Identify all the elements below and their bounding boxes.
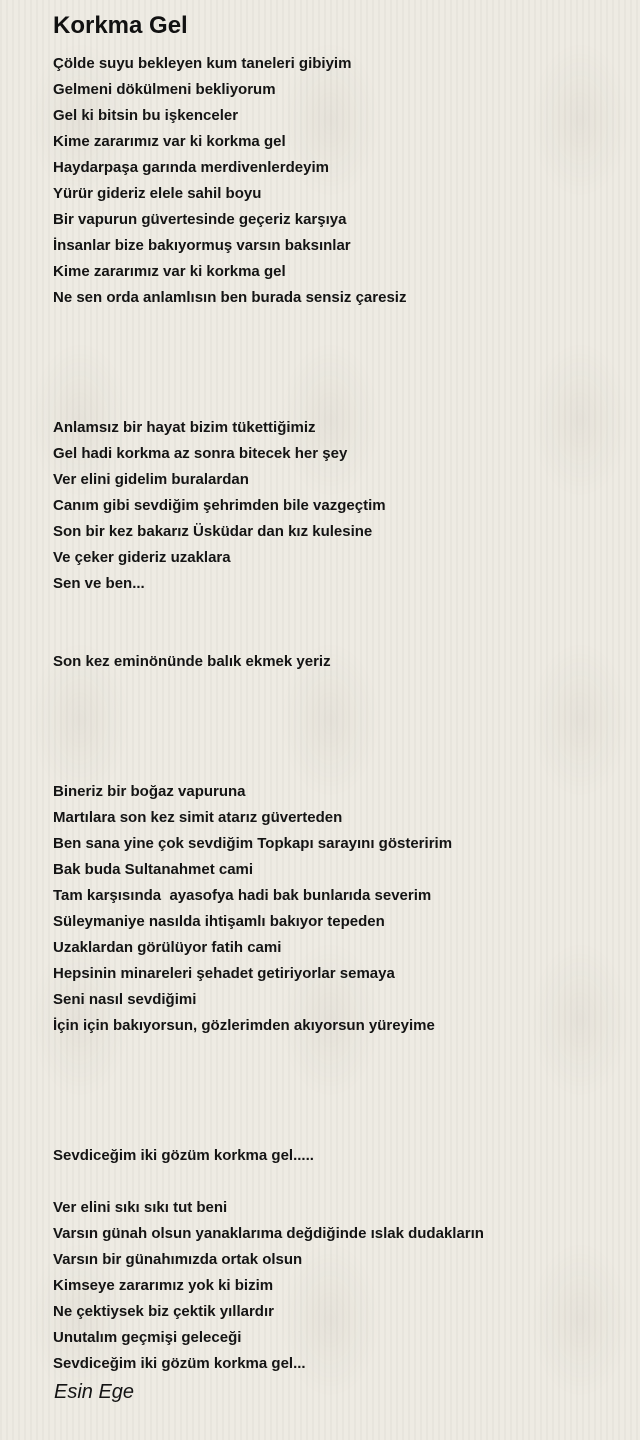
poem-line: Ben sana yine çok sevdiğim Topkapı sarayını gösteririm <box>53 835 453 852</box>
poem-blank-line <box>53 753 613 779</box>
poem-line: Son kez eminönünde balık ekmek yeriz <box>53 653 331 670</box>
poem-blank-line <box>53 675 613 701</box>
poem-line: Gelmeni dökülmeni bekliyorum <box>53 81 276 98</box>
poem-blank-line <box>53 1091 613 1117</box>
poem-blank-line <box>53 389 613 415</box>
poem-line: Unutalım geçmişi geleceği <box>53 1329 242 1346</box>
poem-line: Uzaklardan görülüyor fatih cami <box>53 939 282 956</box>
poem-line: Tam karşısında ayasofya hadi bak bunlarıda severim <box>53 887 432 904</box>
poem-line: Süleymaniye nasılda ihtişamlı bakıyor tepeden <box>53 913 385 930</box>
poem-author: Esin Ege <box>54 1381 135 1403</box>
poem-line: Ver elini gidelim buralardan <box>53 471 249 488</box>
poem-line: Hepsinin minareleri şehadet getiriyorlar semaya <box>53 965 395 982</box>
poem-title: Korkma Gel <box>53 12 188 39</box>
poem-line: Martılara son kez simit atarız güverteden <box>53 809 343 826</box>
poem-line: Yürür gideriz elele sahil boyu <box>53 185 262 202</box>
poem-line: Canım gibi sevdiğim şehrimden bile vazgeçtim <box>53 497 386 514</box>
poem-line: Haydarpaşa garında merdivenlerdeyim <box>53 159 329 176</box>
poem-line: Gel ki bitsin bu işkenceler <box>53 107 239 124</box>
poem-blank-line <box>53 1065 613 1091</box>
poem-blank-line <box>53 1039 613 1065</box>
poem-blank-line <box>53 597 613 623</box>
poem-line: Ne çektiysek biz çektik yıllardır <box>53 1303 274 1320</box>
poem-line: Varsın günah olsun yanaklarıma değdiğinde ıslak dudakların <box>53 1225 484 1242</box>
poem-body <box>53 51 613 1377</box>
poem-line: Seni nasıl sevdiğimi <box>53 991 197 1008</box>
poem-blank-line <box>53 623 613 649</box>
poem-line: Sevdiceğim iki gözüm korkma gel..... <box>53 1147 314 1164</box>
poem-blank-line <box>53 727 613 753</box>
poem-line: Gel hadi korkma az sonra bitecek her şey <box>53 445 348 462</box>
poem-line: Kime zararımız var ki korkma gel <box>53 263 286 280</box>
poem-line: Varsın bir günahımızda ortak olsun <box>53 1251 303 1268</box>
poem-line: Kime zararımız var ki korkma gel <box>53 133 286 150</box>
poem-line: Bir vapurun güvertesinde geçeriz karşıya <box>53 211 347 228</box>
poem-blank-line <box>53 337 613 363</box>
poem-line: Ve çeker gideriz uzaklara <box>53 549 231 566</box>
poem-blank-line <box>53 311 613 337</box>
poem-line: Bak buda Sultanahmet cami <box>53 861 254 878</box>
poem-line: Çölde suyu bekleyen kum taneleri gibiyim <box>53 55 352 72</box>
poem-line: Anlamsız bir hayat bizim tükettiğimiz <box>53 419 316 436</box>
poem-blank-line <box>53 701 613 727</box>
poem-line: Bineriz bir boğaz vapuruna <box>53 783 246 800</box>
poem-line: Sevdiceğim iki gözüm korkma gel... <box>53 1355 306 1372</box>
poem-blank-line <box>53 1117 613 1143</box>
poem-line: Sen ve ben... <box>53 575 145 592</box>
poem-line: Ne sen orda anlamlısın ben burada sensiz çaresiz <box>53 289 407 306</box>
poem-line: Ver elini sıkı sıkı tut beni <box>53 1199 228 1216</box>
poem-line: İçin için bakıyorsun, gözlerimden akıyorsun yüreyime <box>53 1017 435 1034</box>
poem-blank-line <box>53 1169 613 1195</box>
poem-line: İnsanlar bize bakıyormuş varsın baksınlar <box>53 237 351 254</box>
poem-blank-line <box>53 363 613 389</box>
poem-line: Son bir kez bakarız Üsküdar dan kız kulesine <box>53 523 373 540</box>
poem-line: Kimseye zararımız yok ki bizim <box>53 1277 274 1294</box>
